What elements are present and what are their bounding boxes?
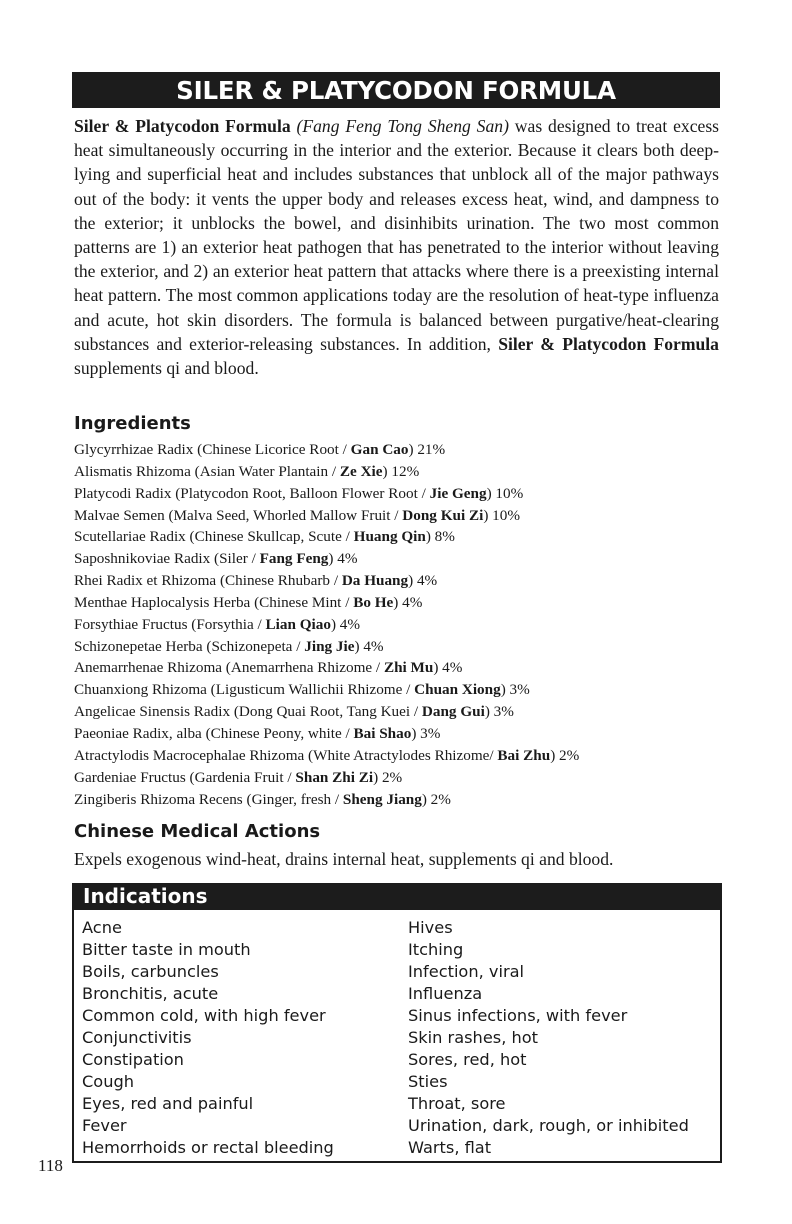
ingredient-percentage: ) 4%: [330, 615, 361, 633]
indication-item: Sores, red, hot: [408, 1050, 527, 1069]
ingredient-pinyin: Shan Zhi Zi: [295, 768, 374, 786]
ingredient-pinyin: Gan Cao: [350, 441, 409, 458]
intro-body: was designed to treat excess heat simultaneously occurring in the interior and the exterior. Because it clears both deep-lying and superficial heat and includes substances that unblock all of the major pathways out of the body: it vents the upper body and releases excess heat, wind, and dampness to the exterior; it unblocks the bowel, and disinhibits urination. The two most common patterns are 1) an exterior heat pathogen that has penetrated to the interior without leaving the exterior, and 2) an exterior heat pattern that attacks where there is a preexisting internal heat pattern. The most common applications today are the resolution of heat-type influenza and acute, hot skin disorders. The formula is balanced between purgative/heat-clearing substances and exterior-releasing substances. In addition,: [74, 116, 720, 354]
indication-item: Constipation: [82, 1050, 184, 1069]
ingredient-percentage: ) 4%: [393, 593, 423, 611]
indication-item: Cough: [82, 1072, 135, 1091]
ingredient-percentage: ) 4%: [354, 637, 384, 655]
ingredient-pinyin: Ze Xie: [339, 462, 383, 480]
ingredient-name: Platycodi Radix (Platycodon Root, Balloon Flower Root /: [74, 484, 430, 502]
indication-item: Bitter taste in mouth: [82, 940, 251, 959]
ingredient-pinyin: Jie Geng: [429, 484, 487, 502]
ingredients-heading: Ingredients: [74, 413, 191, 434]
ingredient-name: Chuanxiong Rhizoma (Ligusticum Wallichii Rhizome /: [74, 681, 415, 699]
ingredient-name: Scutellariae Radix (Chinese Skullcap, Scute /: [74, 528, 354, 546]
indication-item: Acne: [82, 918, 122, 937]
ingredient-item: [74, 679, 724, 701]
indication-item: Urination, dark, rough, or inhibited: [408, 1116, 689, 1135]
intro-closing: supplements qi and blood.: [74, 358, 259, 379]
ingredient-percentage: ) 2%: [421, 790, 451, 808]
ingredient-name: Glycyrrhizae Radix (Chinese Licorice Root /: [74, 441, 351, 458]
indication-item: Itching: [408, 940, 464, 959]
indication-item: Skin rashes, hot: [408, 1028, 539, 1047]
ingredient-item: [74, 636, 724, 658]
ingredient-item: [74, 701, 724, 723]
formula-name-repeat: Siler & Platycodon Formula: [498, 333, 719, 354]
ingredient-name: Schizonepetae Herba (Schizonepeta /: [74, 637, 305, 655]
indication-item: Bronchitis, acute: [82, 984, 219, 1003]
ingredient-item: [74, 614, 724, 636]
ingredient-pinyin: Bai Shao: [353, 724, 412, 742]
ingredient-pinyin: Fang Feng: [259, 550, 329, 568]
ingredient-name: Rhei Radix et Rhizoma (Chinese Rhubarb /: [74, 572, 342, 590]
ingredient-item: [74, 548, 724, 570]
indication-item: Throat, sore: [408, 1094, 506, 1113]
ingredient-item: [74, 526, 724, 548]
ingredient-percentage: ) 2%: [373, 768, 403, 786]
ingredient-name: Atractylodis Macrocephalae Rhizoma (White Atractylodes Rhizome/: [74, 746, 498, 764]
indication-item: Common cold, with high fever: [82, 1006, 326, 1025]
indication-item: Conjunctivitis: [82, 1028, 192, 1047]
ingredient-name: Alismatis Rhizoma (Asian Water Plantain /: [74, 462, 340, 480]
indication-item: Hives: [408, 918, 453, 937]
ingredient-pinyin: Bo He: [353, 593, 394, 611]
indication-item: Sinus infections, with fever: [408, 1006, 628, 1025]
ingredient-name: Forsythiae Fructus (Forsythia /: [74, 615, 266, 633]
ingredient-item: [74, 570, 724, 592]
ingredient-item: [74, 461, 724, 483]
ingredient-percentage: ) 12%: [382, 462, 420, 480]
indication-item: Warts, flat: [408, 1138, 492, 1157]
indications-heading: Indications: [72, 883, 722, 910]
ingredients-list: [74, 439, 724, 810]
indications-left-column: [82, 917, 334, 1159]
ingredient-percentage: ) 3%: [411, 724, 441, 742]
indication-item: Eyes, red and painful: [82, 1094, 254, 1113]
ingredient-item: [74, 723, 724, 745]
intro-paragraph: [74, 114, 719, 380]
ingredient-name: Gardeniae Fructus (Gardenia Fruit /: [74, 768, 296, 786]
formula-name: Siler & Platycodon Formula: [74, 116, 291, 136]
indication-item: Hemorrhoids or rectal bleeding: [82, 1138, 334, 1157]
ingredient-name: Angelicae Sinensis Radix (Dong Quai Root, Tang Kuei /: [74, 703, 422, 721]
page-number: 118: [38, 1156, 63, 1175]
actions-text: Expels exogenous wind-heat, drains internal heat, supplements qi and blood.: [74, 849, 614, 869]
ingredient-percentage: ) 4%: [433, 659, 463, 677]
ingredient-pinyin: Da Huang: [341, 572, 409, 590]
ingredient-item: [74, 657, 724, 679]
ingredient-name: Menthae Haplocalysis Herba (Chinese Mint /: [74, 593, 354, 611]
ingredient-percentage: ) 3%: [500, 681, 530, 699]
ingredient-percentage: ) 8%: [425, 528, 455, 546]
ingredient-item: [74, 505, 724, 527]
indication-item: Infection, viral: [408, 962, 525, 981]
page-title: SILER & PLATYCODON FORMULA: [72, 72, 720, 108]
indication-item: Boils, carbuncles: [82, 962, 219, 981]
ingredient-pinyin: Chuan Xiong: [414, 681, 501, 699]
ingredient-item: [74, 767, 724, 789]
ingredient-name: Saposhnikoviae Radix (Siler /: [74, 550, 260, 568]
ingredient-pinyin: Bai Zhu: [497, 746, 551, 764]
ingredient-item: [74, 483, 724, 505]
ingredient-percentage: ) 4%: [408, 572, 438, 590]
ingredient-pinyin: Huang Qin: [353, 528, 426, 546]
ingredient-pinyin: Dong Kui Zi: [402, 506, 484, 524]
indication-item: Influenza: [408, 984, 483, 1003]
indication-item: Sties: [408, 1072, 448, 1091]
ingredient-percentage: ) 10%: [486, 484, 524, 502]
ingredient-name: Anemarrhenae Rhizoma (Anemarrhena Rhizome /: [74, 659, 384, 677]
ingredient-percentage: ) 2%: [550, 746, 580, 764]
ingredient-percentage: ) 10%: [483, 506, 521, 524]
ingredient-percentage: ) 21%: [408, 441, 446, 458]
indication-item: Fever: [82, 1116, 127, 1135]
ingredient-name: Malvae Semen (Malva Seed, Whorled Mallow Fruit /: [74, 506, 403, 524]
ingredient-item: [74, 745, 724, 767]
ingredient-name: Zingiberis Rhizoma Recens (Ginger, fresh /: [74, 790, 343, 808]
ingredient-name: Paeoniae Radix, alba (Chinese Peony, white /: [74, 724, 354, 742]
ingredient-pinyin: Zhi Mu: [383, 659, 434, 677]
ingredient-percentage: ) 4%: [328, 550, 358, 568]
ingredient-pinyin: Lian Qiao: [265, 615, 331, 633]
formula-pinyin: (Fang Feng Tong Sheng San): [296, 116, 509, 136]
ingredient-percentage: ) 3%: [484, 703, 514, 721]
ingredient-pinyin: Dang Gui: [421, 703, 485, 721]
ingredient-pinyin: Jing Jie: [304, 637, 355, 655]
ingredient-pinyin: Sheng Jiang: [342, 790, 422, 808]
indications-right-column: [408, 917, 689, 1159]
ingredient-item: [74, 439, 724, 461]
ingredient-item: [74, 789, 724, 811]
ingredient-item: [74, 592, 724, 614]
actions-heading: Chinese Medical Actions: [74, 821, 321, 842]
